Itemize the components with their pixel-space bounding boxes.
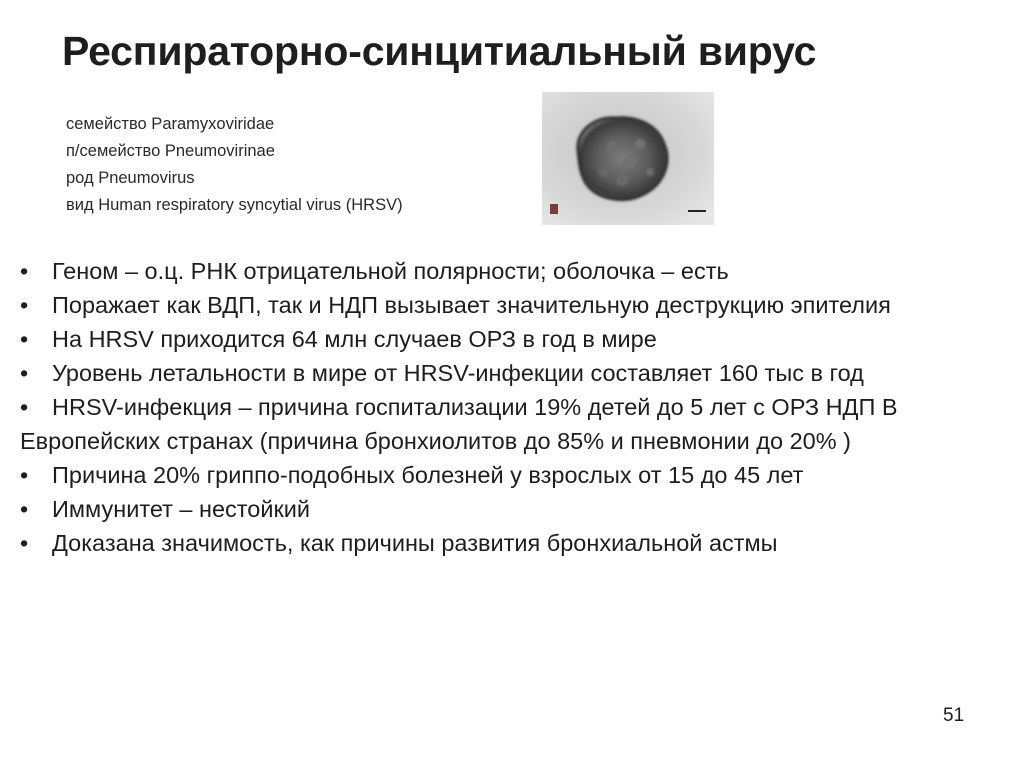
bullet-marker: • <box>20 394 29 420</box>
bullet-marker: • <box>20 326 29 352</box>
list-item <box>20 458 1010 492</box>
page-number: 51 <box>943 705 965 726</box>
bullet-text: На HRSV приходится 64 млн случаев ОРЗ в год в мире <box>52 326 657 352</box>
virus-micrograph-svg <box>542 92 714 225</box>
bullet-text: Иммунитет – нестойкий <box>52 496 311 522</box>
taxonomy-block <box>66 111 403 219</box>
bullet-marker: • <box>20 360 29 386</box>
bullet-text: Поражает как ВДП, так и НДП вызывает значительную деструкцию эпителия <box>52 292 891 318</box>
list-item <box>20 492 1010 526</box>
taxonomy-species: вид Human respiratory syncytial virus (HRSV) <box>66 196 403 214</box>
slide-title: Респираторно-синцитиальный вирус <box>62 28 817 74</box>
bullet-text: Геном – о.ц. РНК отрицательной полярности; оболочка – есть <box>52 258 729 284</box>
bullet-text: Уровень летальности в мире от HRSV-инфекции составляет 160 тыс в год <box>52 360 864 386</box>
list-item <box>20 390 1010 458</box>
bullet-marker: • <box>20 258 29 284</box>
bullet-list <box>20 254 1010 560</box>
list-item <box>20 322 1010 356</box>
list-item <box>20 356 1010 390</box>
bullet-marker: • <box>20 462 29 488</box>
taxonomy-subfamily: п/семейство Pneumovirinae <box>66 142 275 160</box>
list-item <box>20 526 1010 560</box>
bullet-marker: • <box>20 530 29 556</box>
list-item <box>20 288 1010 322</box>
bullet-marker: • <box>20 496 29 522</box>
taxonomy-family: семейство Paramyxoviridae <box>66 115 275 133</box>
bullet-text: Доказана значимость, как причины развития бронхиальной астмы <box>52 530 778 556</box>
bullet-text: HRSV-инфекция – причина госпитализации 19% детей до 5 лет с ОРЗ НДП В Европейских странах (причина бронхиолитов до 85% и пневмонии до 20% ) <box>20 394 898 454</box>
bullet-text: Причина 20% гриппо-подобных болезней у взрослых от 15 до 45 лет <box>52 462 804 488</box>
taxonomy-genus: род Pneumovirus <box>66 169 195 187</box>
bullet-marker: • <box>20 292 29 318</box>
virus-micrograph-image <box>542 92 714 225</box>
list-item <box>20 254 1010 288</box>
